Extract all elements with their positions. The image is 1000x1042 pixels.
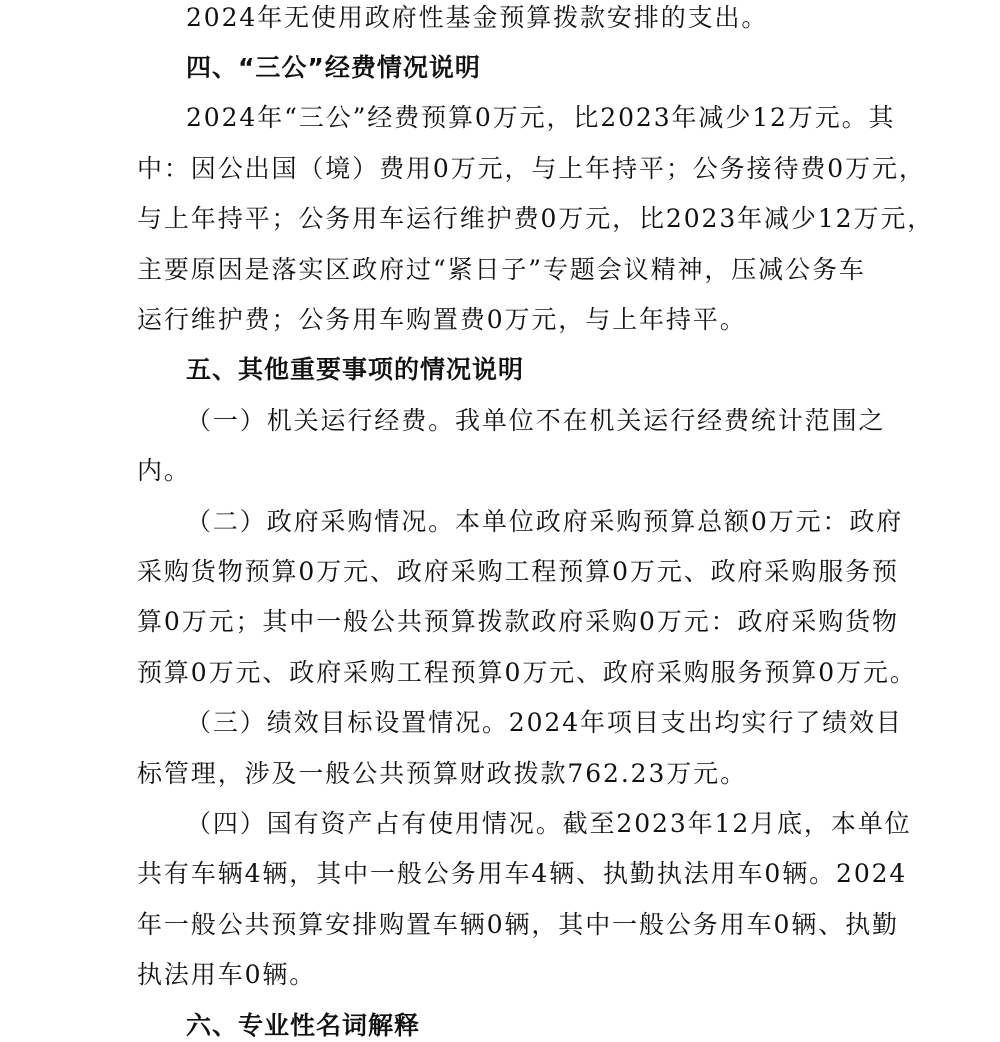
paragraph-line: 年一般公共预算安排购置车辆0辆，其中一般公务用车0辆、执勤 [137,910,899,939]
paragraph-line: （三）绩效目标设置情况。2024年项目支出均实行了绩效目 [186,708,903,737]
paragraph-line: 与上年持平；公务用车运行维护费0万元，比2023年减少12万元， [137,204,935,233]
paragraph-line: 2024年“三公”经费预算0万元，比2023年减少12万元。其 [186,103,896,132]
section-heading-six: 六、专业性名词解释 [186,1011,421,1040]
paragraph-line: 算0万元；其中一般公共预算拨款政府采购0万元：政府采购货物 [137,607,899,636]
paragraph-line: 2024年无使用政府性基金预算拨款安排的支出。 [186,3,769,32]
paragraph-line: （四）国有资产占有使用情况。截至2023年12月底，本单位 [186,809,912,838]
section-heading-four: 四、“三公”经费情况说明 [186,53,481,82]
section-heading-five: 五、其他重要事项的情况说明 [186,355,525,384]
paragraph-line: 共有车辆4辆，其中一般公务用车4辆、执勤执法用车0辆。2024 [137,859,908,888]
paragraph-line: 运行维护费；公务用车购置费0万元，与上年持平。 [137,305,747,334]
paragraph-line: （二）政府采购情况。本单位政府采购预算总额0万元：政府 [186,507,904,536]
paragraph-line: 执法用车0辆。 [137,960,317,989]
paragraph-line: 预算0万元、政府采购工程预算0万元、政府采购服务预算0万元。 [137,658,917,687]
paragraph-line: 标管理，涉及一般公共预算财政拨款762.23万元。 [137,759,747,788]
paragraph-line: 内。 [137,456,191,485]
paragraph-line: （一）机关运行经费。我单位不在机关运行经费统计范围之 [186,406,886,435]
paragraph-line: 采购货物预算0万元、政府采购工程预算0万元、政府采购服务预 [137,557,899,586]
paragraph-line: 主要原因是落实区政府过“紧日子”专题会议精神，压减公务车 [137,255,866,284]
paragraph-line: 中：因公出国（境）费用0万元，与上年持平；公务接待费0万元， [137,154,926,183]
